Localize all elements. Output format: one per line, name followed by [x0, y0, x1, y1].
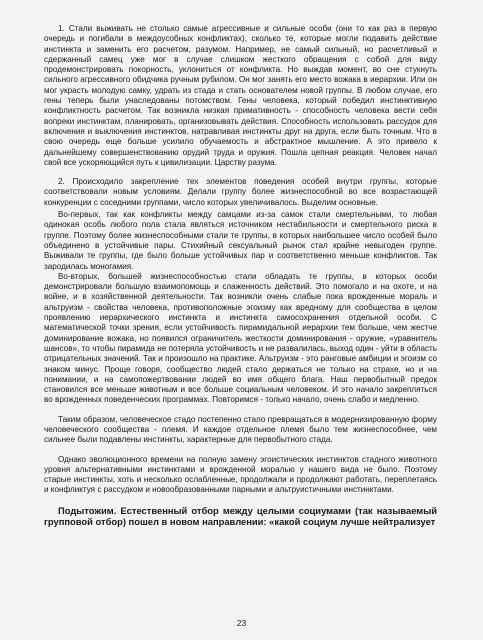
paragraph-2: 2. Происходило закрепление тех элементов поведения особей внутри группы, которые соответствовали новым условиям. Делали группу более жизнеспособной во все возрастающей конкуренции с соседними группами, число которых увеличивалось. Выделим основные. [44, 177, 437, 207]
paragraph-4: Во-вторых, большей жизнеспособностью стали обладать те группы, в которых особи демонстрировали большую взаимопомощь и слаженность действий. Это помогало и на охоте, и на войне, и в хозяйственной деятельности. Так возникли очень слабые пока врожденные мораль и альтруизм - свойства человека, противоположные эгоизму как вредному для сообщества в целом проявлению иерархического инстинкта и инстинкта самосохранения отдельной особи. С математической точки зрения, если устойчивость пирамидальной иерархии тем больше, чем жестче доминирование вожака, но появился ограничитель жесткости доминирования - оружие, «уравнитель шансов», то чтобы пирамида не потеряла устойчивость и не развалилась, выход один - уйти в область отрицательных значений. Так и произошло на практике. Альтруизм - это ранговые амбиции и эгоизм со знаком минус. Проще говоря, сообщество людей стало держаться не только на страхе, но и на понимании, и на самопожертвовании людей во имя общего блага. Наш первобытный предок становился все меньше животным и все больше социальным человеком. И это начало закрепляться во врожденных поведенческих программах. Повторимся - только начало, очень слабо и медленно. [44, 271, 437, 405]
paragraph-5: Таким образом, человеческое стадо постепенно стало превращаться в модернизированную форму человеческого сообщества - племя. И каждое отдельное племя было тем жизнеспособнее, чем сильнее были подавлены инстинкты, характерные для первобытного стада. [44, 414, 437, 445]
conclusion-paragraph: Подытожим. Естественный отбор между целыми социумами (так называемый групповой отбор) пошел в новом направлении: «какой социум лучше нейтрализует [44, 504, 437, 528]
paragraph-1: 1. Стали выживать не столько самые агрессивные и сильные особи (они то как раз в первую очередь и погибали в междоусобных конфликтах), сколько те, которые могли подавить действие инстинкта и заменить его расчетом, разумом. Например, не самый сильный, но расчетливый и сдержанный самец уже мог в случае слишком жесткого обращения с собой для виду продемонстрировать покорность, уклониться от конфликта. Но выждав момент, во сне стукнуть сильного агрессивного обидчика ручным рубилом. Он мог занять его место вожака в иерархии. Или он мог украсть молодую самку, удрать из стада и стать основателем новой группы. В любом случае, его гены теперь были унаследованы потомством. Гены человека, который победил инстинктивную конфликтность расчетом. Так возникла низкая примативность - способность человека вести себя вопреки инстинктам, планировать, организовывать действия. Способность использовать рассудок для включения и выключения инстинктов, натравливая инстинкты друг на друга, если быть точным. Что в свою очередь еще больше усилило обучаемость и абстрактное мышление. А это привело к дальнейшему совершенствованию орудий труда и оружия. Пошла цепная реакция. Человек начал свой все ускоряющийся путь к цивилизации. Царству разума. [44, 24, 437, 167]
page-number: 23 [236, 618, 247, 628]
paragraph-3: Во-первых, так как конфликты между самцами из-за самок стали смертельными, то любая одинокая особь любого пола стала являться источником нестабильности и смертельного риска в группе. Поэтому более жизнеспособными стали те группы, в которых наибольшее число особей было объединено в устойчивые пары. Стихийный сексуальный рынок стал крайне невыгоден группе. Выживали те группы, где было больше устойчивых пар и соответственно меньше конфликтов. Так зародилась моногамия. [44, 210, 437, 271]
paragraph-6: Однако эволюционного времени на полную замену эгоистических инстинктов стадного животного уровня альтернативными инстинктами и врожденной моралью у нашего вида не было. Поэтому старые инстинкты, хоть и несколько ослабленные, продолжали и продолжают работать, переплетаясь и конфликтуя с рассудком и новообразованными парными и альтруистичными инстинктами. [44, 454, 437, 495]
